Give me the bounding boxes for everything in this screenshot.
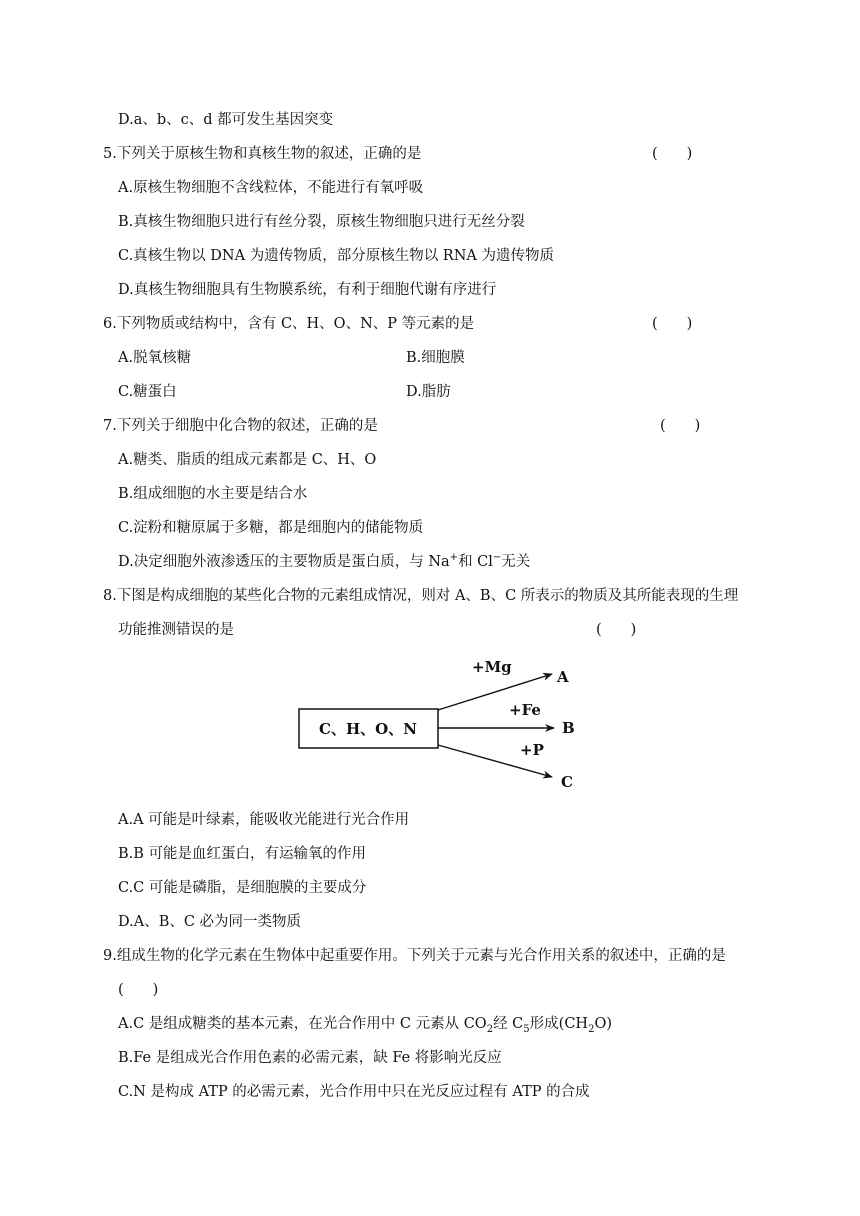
q9-option-b: B.Fe 是组成光合作用色素的必需元素，缺 Fe 将影响光反应: [118, 1050, 502, 1066]
q7-answer-paren: ( ): [660, 418, 701, 434]
q9-option-a: A.C 是组成糖类的基本元素，在光合作用中 C 元素从 $CO_2$经 $C_5$形成$(CH_2O)$: [118, 1016, 612, 1035]
q8-answer-paren: ( ): [596, 622, 637, 638]
q6-answer-paren: ( ): [652, 316, 693, 332]
label-plus-mg: +Mg: [472, 658, 512, 676]
target-a: A: [557, 668, 569, 686]
element-composition-diagram: [290, 648, 590, 798]
q9-answer-paren: ( ): [118, 982, 159, 998]
q6-option-c: C.糖蛋白: [118, 384, 177, 400]
q5-answer-paren: ( ): [652, 146, 693, 162]
q5-option-d: D.真核生物细胞具有生物膜系统，有利于细胞代谢有序进行: [118, 282, 497, 298]
q7-option-b: B.组成细胞的水主要是结合水: [118, 486, 308, 502]
q6-stem: 6.下列物质或结构中，含有 C、H、O、N、P 等元素的是: [103, 316, 475, 332]
q7-option-d: D.决定细胞外液渗透压的主要物质是蛋白质，与 Na+和 Cl−无关: [118, 552, 531, 570]
q8-stem-line2: 功能推测错误的是: [118, 622, 234, 638]
q5-stem: 5.下列关于原核生物和真核生物的叙述，正确的是: [103, 146, 422, 162]
q7-option-c: C.淀粉和糖原属于多糖，都是细胞内的储能物质: [118, 520, 424, 536]
target-b: B: [562, 719, 575, 737]
q5-option-c: C.真核生物以 DNA 为遗传物质，部分原核生物以 RNA 为遗传物质: [118, 248, 554, 264]
target-c: C: [561, 773, 573, 791]
q6-option-d: D.脂肪: [406, 384, 451, 400]
q8-stem-line1: 8.下图是构成细胞的某些化合物的元素组成情况，则对 A、B、C 所表示的物质及其所能表现的生理: [103, 588, 739, 604]
q9-stem: 9.组成生物的化学元素在生物体中起重要作用。下列关于元素与光合作用关系的叙述中，正确的是: [103, 948, 726, 964]
q7-option-a: A.糖类、脂质的组成元素都是 C、H、O: [118, 452, 377, 468]
q4-option-d: D.a、b、c、d 都可发生基因突变: [118, 112, 334, 128]
q9-option-c: C.N 是构成 ATP 的必需元素，光合作用中只在光反应过程有 ATP 的合成: [118, 1084, 590, 1100]
q6-option-b: B.细胞膜: [406, 350, 465, 366]
q5-option-b: B.真核生物细胞只进行有丝分裂，原核生物细胞只进行无丝分裂: [118, 214, 525, 230]
q8-option-a: A.A 可能是叶绿素，能吸收光能进行光合作用: [118, 812, 410, 828]
q7-stem: 7.下列关于细胞中化合物的叙述，正确的是: [103, 418, 378, 434]
q8-option-c: C.C 可能是磷脂，是细胞膜的主要成分: [118, 880, 367, 896]
elements-box-label: C、H、O、N: [319, 720, 417, 738]
q5-option-a: A.原核生物细胞不含线粒体，不能进行有氧呼吸: [118, 180, 424, 196]
label-plus-fe: +Fe: [509, 701, 541, 719]
q6-option-a: A.脱氧核糖: [118, 350, 192, 366]
q8-option-d: D.A、B、C 必为同一类物质: [118, 914, 302, 930]
q8-option-b: B.B 可能是血红蛋白，有运输氧的作用: [118, 846, 367, 862]
label-plus-p: +P: [520, 741, 544, 759]
